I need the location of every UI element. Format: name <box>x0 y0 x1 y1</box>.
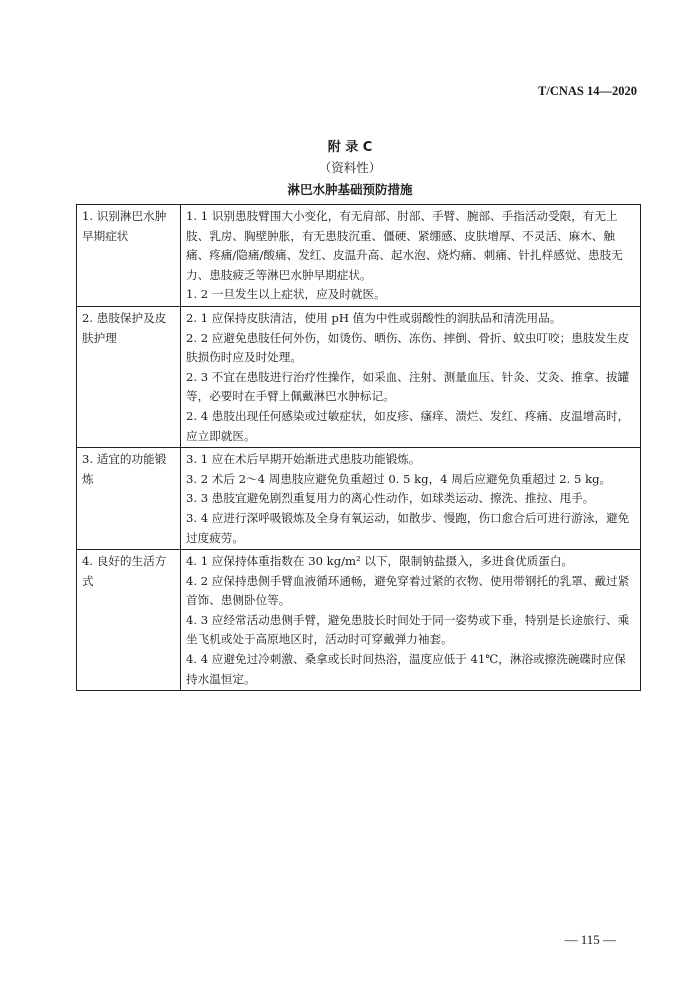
document-code: T/CNAS 14—2020 <box>538 84 637 98</box>
measure-item: 3. 1 应在术后早期开始渐进式患肢功能锻炼。 <box>186 452 421 467</box>
table-row <box>77 306 641 447</box>
measure-item: 3. 4 应进行深呼吸锻炼及全身有氧运动，如散步、慢跑，伤口愈合后可进行游泳，避免过度疲劳。 <box>186 510 630 545</box>
measure-item: 4. 4 应避免过冷刺激、桑拿或长时间热浴，温度应低于 41℃，淋浴或擦洗碗碟时应保持水温恒定。 <box>186 652 626 686</box>
measure-item: 1. 2 一旦发生以上症状，应及时就医。 <box>186 287 386 302</box>
measure-item: 2. 3 不宜在患肢进行治疗性操作，如采血、注射、测量血压、针灸、艾灸、推拿、拔罐等，必要时在手臂上佩戴淋巴水肿标记。 <box>186 369 630 404</box>
measure-item: 4. 2 应保持患侧手臂血液循环通畅，避免穿着过紧的衣物、使用带钢托的乳罩、戴过紧首饰、患侧卧位等。 <box>186 573 630 608</box>
measure-item: 3. 3 患肢宜避免剧烈重复用力的离心性动作，如球类运动、擦洗、推拉、甩手。 <box>186 491 595 506</box>
prevention-measures-table <box>76 204 641 691</box>
measures-cell <box>181 205 641 307</box>
category-cell: 4. 良好的生活方式 <box>77 550 181 691</box>
category-cell: 3. 适宜的功能锻炼 <box>77 448 181 550</box>
measure-item: 2. 4 患肢出现任何感染或过敏症状，如皮疹、瘙痒、溃烂、发红、疼痛、皮温增高时，应立即就医。 <box>186 408 630 443</box>
category-cell: 1. 识别淋巴水肿早期症状 <box>77 205 181 307</box>
measures-cell <box>181 448 641 550</box>
table-row <box>77 550 641 691</box>
table-row <box>77 448 641 550</box>
measure-item: 3. 2 术后 2～4 周患肢应避免负重超过 0. 5 kg，4 周后应避免负重超过 2. 5 kg。 <box>186 471 612 486</box>
table-title: 淋巴水肿基础预防措施 <box>287 182 413 197</box>
measures-cell <box>181 550 641 691</box>
category-cell: 2. 患肢保护及皮肤护理 <box>77 306 181 447</box>
page-number: — 115 — <box>564 932 616 947</box>
table-row <box>77 205 641 307</box>
measure-item: 2. 2 应避免患肢任何外伤，如烫伤、晒伤、冻伤、摔倒、骨折、蚊虫叮咬；患肢发生皮肤损伤时应及时处理。 <box>186 330 630 365</box>
measure-item: 4. 3 应经常活动患侧手臂，避免患肢长时间处于同一姿势或下垂，特别是长途旅行、乘坐飞机或处于高原地区时，活动时可穿戴弹力袖套。 <box>186 612 630 647</box>
measure-item: 1. 1 识别患肢臂围大小变化，有无肩部、肘部、手臂、腕部、手指活动受限，有无上肢、乳房、胸壁肿胀，有无患肢沉重、僵硬、紧绷感、皮肤增厚、不灵活、麻木、触痛、疼痛/隐痛/酸痛、发红、皮温升高、起水泡、烧灼痛、刺痛、针扎样感觉、患肢无力、患肢疲乏等淋巴水肿早期症状。 <box>186 209 623 282</box>
measures-cell <box>181 306 641 447</box>
appendix-title: 附 录 C <box>327 140 373 155</box>
appendix-note: （资料性） <box>318 160 382 175</box>
measure-item: 4. 1 应保持体重指数在 30 kg/m² 以下，限制钠盐摄入，多进食优质蛋白。 <box>186 554 574 569</box>
measure-item: 2. 1 应保持皮肤清洁，使用 pH 值为中性或弱酸性的润肤品和清洗用品。 <box>186 310 562 325</box>
